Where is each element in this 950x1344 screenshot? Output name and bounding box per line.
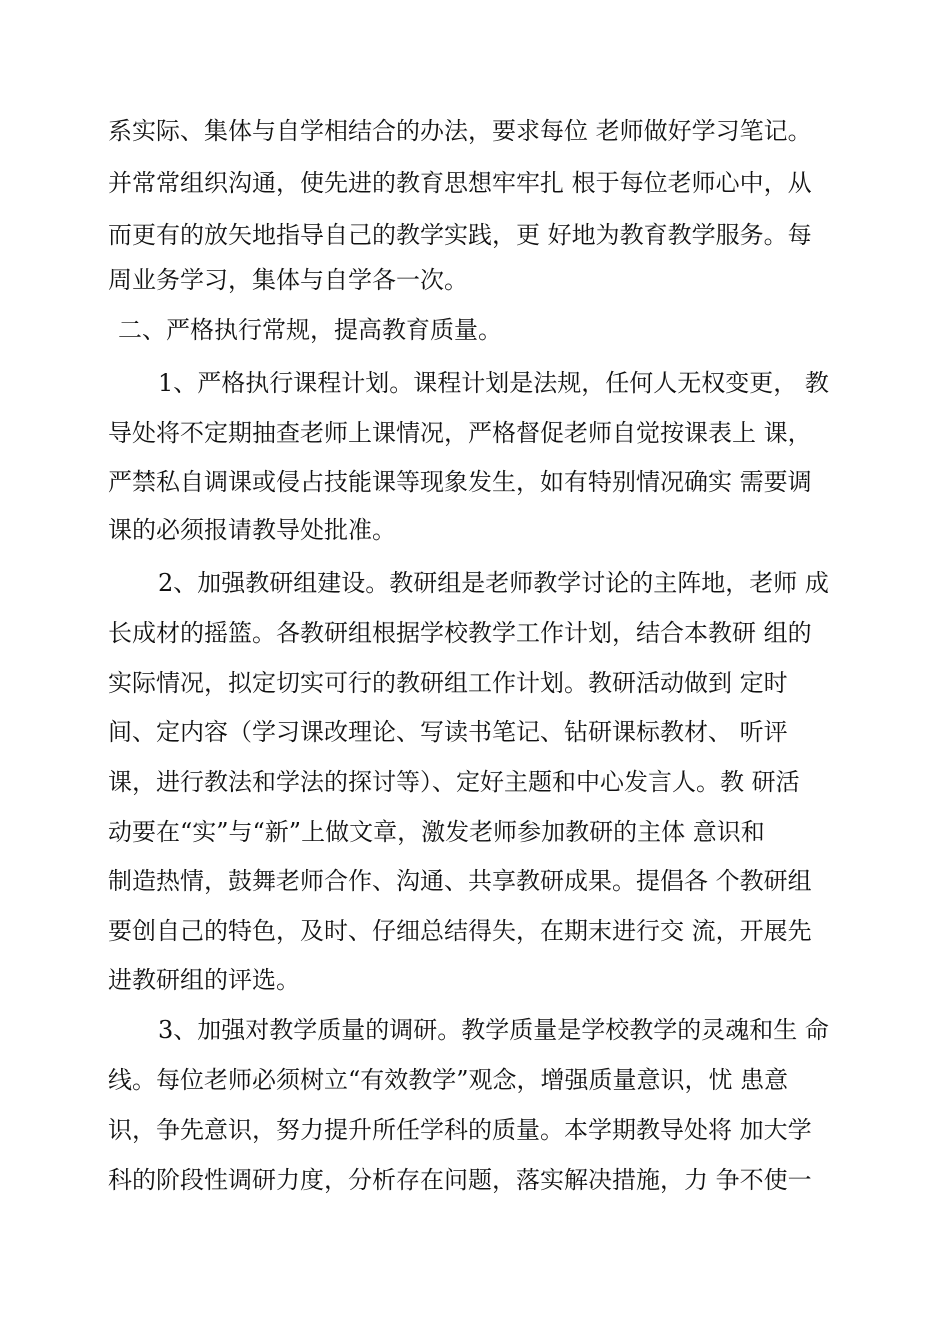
- text-line: 导处将不定期抽查老师上课情况，严格督促老师自觉按课表上 课，: [108, 419, 812, 447]
- text-line: 实际情况，拟定切实可行的教研组工作计划。教研活动做到 定时: [108, 669, 788, 697]
- text-line: 科的阶段性调研力度，分析存在问题，落实解决措施，力 争不使一: [108, 1166, 812, 1194]
- paragraph-first-line: 2、加强教研组建设。教研组是老师教学讨论的主阵地，老师 成: [158, 569, 829, 597]
- text-line: 周业务学习，集体与自学各一次。: [108, 266, 468, 294]
- text-line: 而更有的放矢地指导自己的教学实践，更 好地为教育教学服务。每: [108, 221, 812, 249]
- text-line: 长成材的摇篮。各教研组根据学校教学工作计划，结合本教研 组的: [108, 619, 812, 647]
- paragraph-first-line: 3、加强对教学质量的调研。教学质量是学校教学的灵魂和生 命: [158, 1016, 829, 1044]
- text-line: 严禁私自调课或侵占技能课等现象发生，如有特别情况确实 需要调: [108, 468, 812, 496]
- text-line: 并常常组织沟通，使先进的教育思想牢牢扎 根于每位老师心中，从: [108, 169, 812, 197]
- text-line: 线。每位老师必须树立“有效教学”观念，增强质量意识，忧 患意: [108, 1066, 789, 1094]
- text-line: 系实际、集体与自学相结合的办法，要求每位 老师做好学习笔记。: [108, 117, 812, 145]
- text-line: 要创自己的特色，及时、仔细总结得失，在期末进行交 流，开展先: [108, 917, 812, 945]
- text-line: 制造热情，鼓舞老师合作、沟通、共享教研成果。提倡各 个教研组: [108, 867, 812, 895]
- section-heading: 二、严格执行常规，提高教育质量。: [118, 316, 502, 344]
- text-line: 间、定内容（学习课改理论、写读书笔记、钻研课标教材、 听评: [108, 718, 788, 746]
- paragraph-first-line: 1、严格执行课程计划。课程计划是法规，任何人无权变更， 教: [158, 369, 829, 397]
- text-line: 动要在“实”与“新”上做文章，激发老师参加教研的主体 意识和: [108, 818, 765, 846]
- text-line: 进教研组的评选。: [108, 966, 300, 994]
- text-line: 课，进行教法和学法的探讨等）、定好主题和中心发言人。教 研活: [108, 768, 800, 796]
- text-line: 课的必须报请教导处批准。: [108, 516, 396, 544]
- text-line: 识，争先意识，努力提升所任学科的质量。本学期教导处将 加大学: [108, 1116, 812, 1144]
